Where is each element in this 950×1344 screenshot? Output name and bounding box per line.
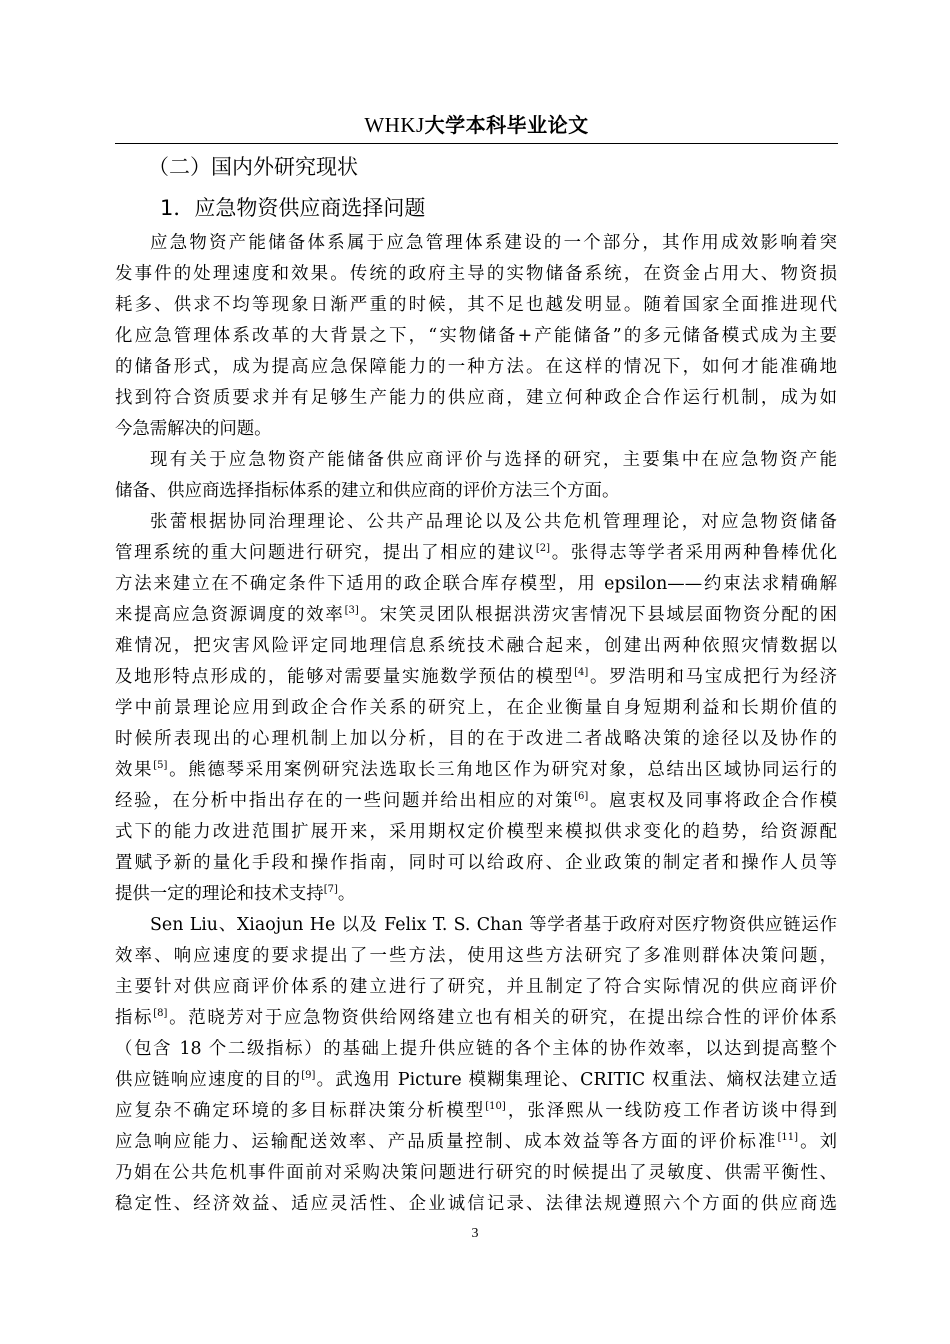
header-cn: 大学本科毕业论文 xyxy=(424,113,589,137)
page-number: 3 xyxy=(471,1226,479,1241)
text-line: 供应链响应速度的目的[9]。武逸用 Picture 模糊集理论、CRITIC 权重法、熵权法建立适 xyxy=(115,1070,837,1090)
citation: [7] xyxy=(323,884,338,895)
text-line: 张蕾根据协同治理理论、公共产品理论以及公共危机管理理论，对应急物资储备 xyxy=(150,512,837,532)
text-line: 应急物资产能储备体系属于应急管理体系建设的一个部分，其作用成效影响着突 xyxy=(150,233,837,253)
text-line: 经验，在分析中指出存在的一些问题并给出相应的对策[6]。扈衷权及同事将政企合作模 xyxy=(115,791,837,811)
text-line: 主要针对供应商评价体系的建立进行了研究，并且制定了符合实际情况的供应商评价 xyxy=(115,977,837,997)
text-line: 稳定性、经济效益、适应灵活性、企业诚信记录、法律法规遵照六个方面的供应商选 xyxy=(115,1194,837,1214)
text-line: 现有关于应急物资产能储备供应商评价与选择的研究，主要集中在应急物资产能 xyxy=(150,450,837,470)
citation: [9] xyxy=(301,1070,316,1081)
citation: [5] xyxy=(153,760,168,771)
text-line: 发事件的处理速度和效果。传统的政府主导的实物储备系统，在资金占用大、物资损 xyxy=(115,264,837,284)
text-line: 乃娟在公共危机事件面前对采购决策问题进行研究的时候提出了灵敏度、供需平衡性、 xyxy=(115,1163,837,1183)
page-header xyxy=(115,100,838,144)
citation: [3] xyxy=(344,605,359,616)
text-line: 及地形特点形成的，能够对需要量实施数学预估的模型[4]。罗浩明和马宝成把行为经济 xyxy=(115,667,837,687)
citation: [11] xyxy=(777,1132,799,1143)
text-line: 学中前景理论应用到政企合作关系的研究上，在企业衡量自身短期利益和长期价值的 xyxy=(115,698,837,718)
text-line: 置赋予新的量化手段和操作指南，同时可以给政府、企业政策的制定者和操作人员等 xyxy=(115,853,837,873)
text-line: 指标[8]。范晓芳对于应急物资供给网络建立也有相关的研究，在提出综合性的评价体系 xyxy=(115,1008,837,1028)
text-line: 应急响应能力、运输配送效率、产品质量控制、成本效益等各方面的评价标准[11]。刘 xyxy=(115,1132,837,1152)
text-line: 耗多、供求不均等现象日渐严重的时候，其不足也越发明显。随着国家全面推进现代 xyxy=(115,295,837,315)
citation: [10] xyxy=(485,1101,506,1112)
text-line: （包含 18 个二级指标）的基础上提升供应链的各个主体的协作效率，以达到提高整个 xyxy=(115,1039,837,1059)
header-latin: WHKJ xyxy=(364,113,425,137)
header-title xyxy=(115,113,838,137)
text-line: 应复杂不确定环境的多目标群决策分析模型[10]，张泽熙从一线防疫工作者访谈中得到 xyxy=(115,1101,837,1121)
text-line: 管理系统的重大问题进行研究，提出了相应的建议[2]。张得志等学者采用两种鲁棒优化 xyxy=(115,543,837,563)
text-line: 难情况，把灾害风险评定同地理信息系统技术融合起来，创建出两种依照灾情数据以 xyxy=(115,636,837,656)
text-line: Sen Liu、Xiaojun He 以及 Felix T. S. Chan 等学者基于政府对医疗物资供应链运作 xyxy=(150,915,837,935)
text-line: 的储备形式，成为提高应急保障能力的一种方法。在这样的情况下，如何才能准确地 xyxy=(115,357,837,377)
text-line: 效率、响应速度的要求提出了一些方法，使用这些方法研究了多准则群体决策问题， xyxy=(115,946,837,966)
citation: [4] xyxy=(574,667,589,678)
citation: [6] xyxy=(574,791,589,802)
citation: [2] xyxy=(535,543,551,554)
text-line: 式下的能力改进范围扩展开来，采用期权定价模型来模拟供求变化的趋势，给资源配 xyxy=(115,822,837,842)
text-line: 找到符合资质要求并有足够生产能力的供应商，建立何种政企合作运行机制，成为如 xyxy=(115,388,837,408)
text-line: 提供一定的理论和技术支持[7]。 xyxy=(115,884,356,904)
section-heading: （二）国内外研究现状 xyxy=(148,155,358,179)
text-line: 方法来建立在不确定条件下适用的政企联合库存模型，用 epsilon——约束法求精确解 xyxy=(115,574,837,594)
subsection-heading: 1．应急物资供应商选择问题 xyxy=(160,196,426,220)
citation: [8] xyxy=(153,1008,168,1019)
text-line: 化应急管理体系改革的大背景之下，“实物储备+产能储备”的多元储备模式成为主要 xyxy=(115,326,837,346)
text-line: 储备、供应商选择指标体系的建立和供应商的评价方法三个方面。 xyxy=(115,481,620,501)
text-line: 来提高应急资源调度的效率[3]。宋笑灵团队根据洪涝灾害情况下县域层面物资分配的困 xyxy=(115,605,837,625)
text-line: 时候所表现出的心理机制上加以分析，目的在于改进二者战略决策的途径以及协作的 xyxy=(115,729,837,749)
text-line: 今急需解决的问题。 xyxy=(115,419,272,439)
text-line: 效果[5]。熊德琴采用案例研究法选取长三角地区作为研究对象，总结出区域协同运行的 xyxy=(115,760,837,780)
